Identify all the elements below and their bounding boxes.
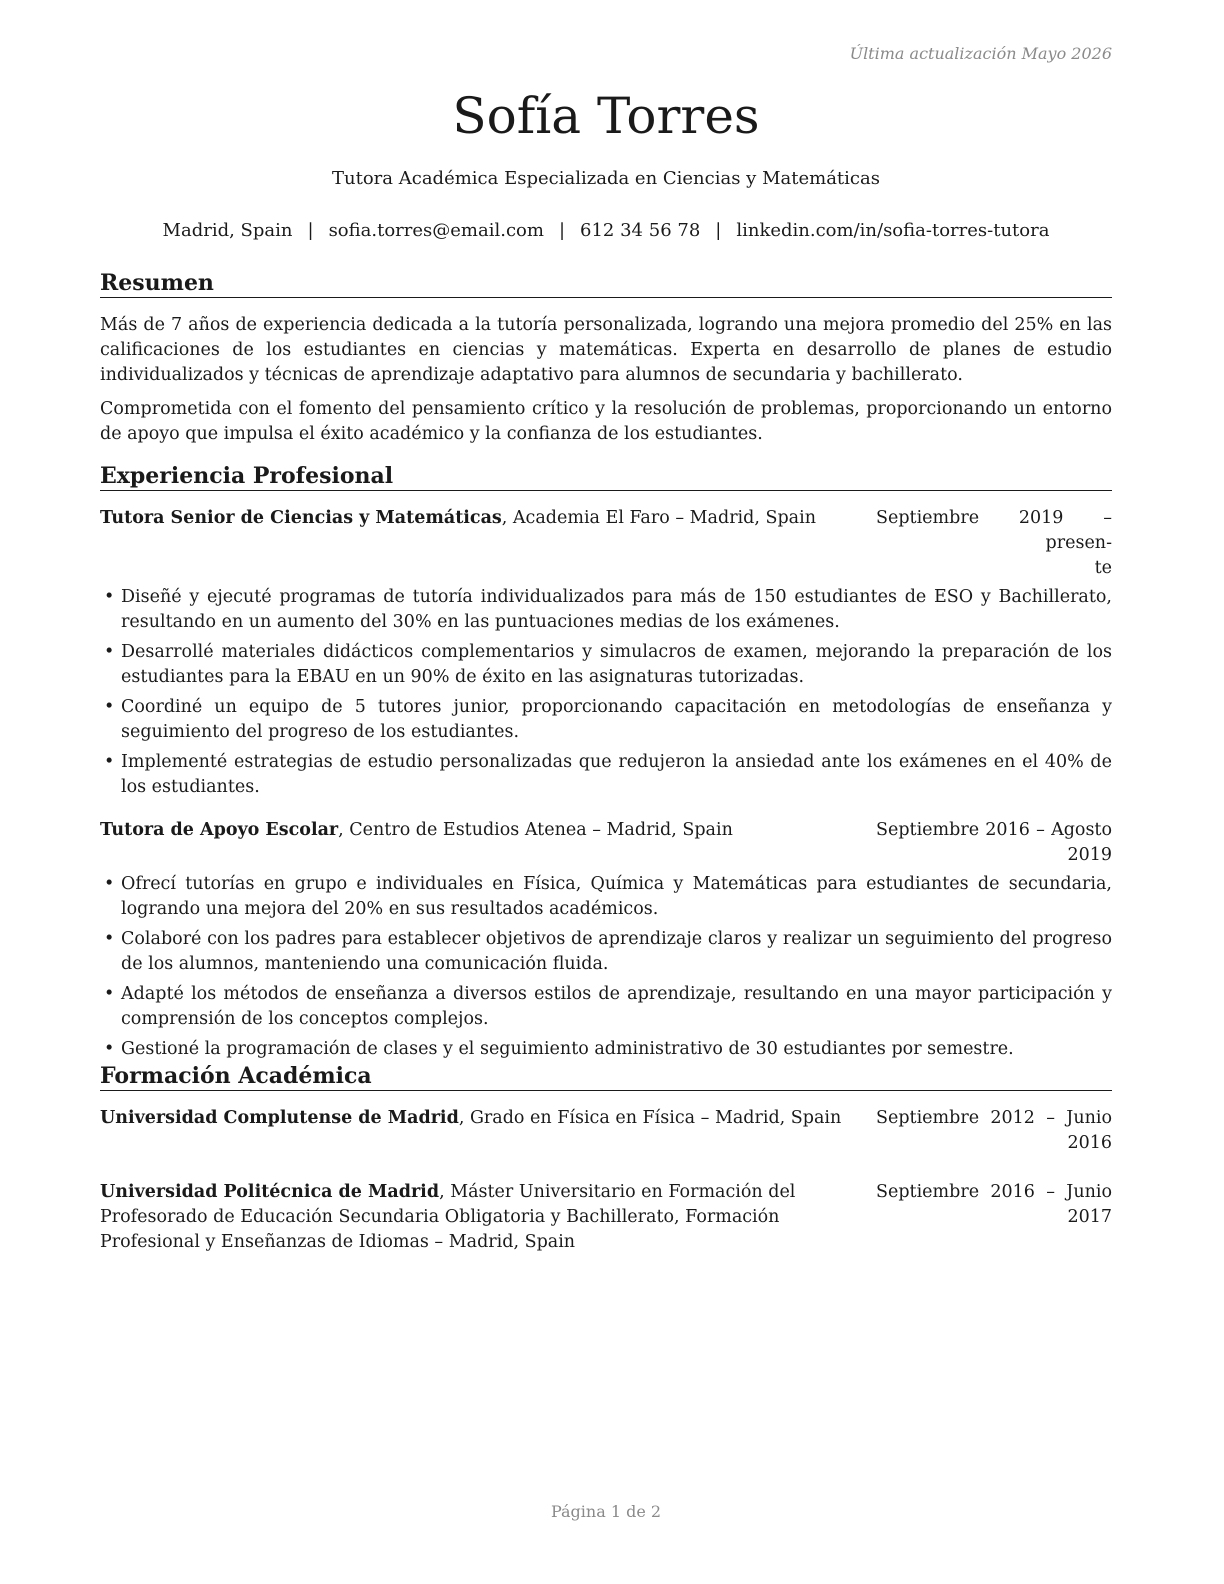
education-detail: , Máster Universitario en Formación del Profesorado de Educación Secundaria Obligatoria y Bachillerato, Formación Profesional y Enseñanzas de Idiomas – Madrid, Spain <box>100 1182 796 1252</box>
contact-phone[interactable]: 612 34 56 78 <box>580 220 701 241</box>
summary-paragraph: Comprometida con el fomento del pensamiento crítico y la resolución de problemas, proporcionando un entorno de apoyo que impulsa el éxito académico y la confianza de los estudiantes. <box>100 399 1112 444</box>
experience-section <box>100 463 1112 1067</box>
candidate-headline: Tutora Académica Especializada en Ciencias y Matemáticas <box>332 168 880 189</box>
education-dates: Septiembre 2012 – Junio 2016 <box>876 1108 1112 1153</box>
summary-section <box>100 270 1112 447</box>
bullet-icon: • <box>104 874 115 894</box>
list-item: • Coordiné un equipo de 5 tutores junior, proporcionando capacitación en metodologías de enseñanza y seguimiento del progreso de los estudiantes. <box>104 697 1112 742</box>
bullet-icon: • <box>104 752 115 772</box>
contact-separator: | <box>715 220 722 241</box>
bullet-icon: • <box>104 1039 115 1059</box>
last-updated: Última actualización Mayo 2026 <box>849 44 1112 63</box>
section-title-experience: Experiencia Profesional <box>100 463 1112 491</box>
job-bullets <box>100 872 1112 1062</box>
list-item: • Ofrecí tutorías en grupo e individuales en Física, Química y Matemáticas para estudiantes de secundaria, logrando una mejora del 20% en sus resultados académicos. <box>104 874 1112 919</box>
candidate-name: Sofía Torres <box>452 87 760 145</box>
list-item: • Desarrollé materiales didácticos complementarios y simulacros de examen, mejorando la preparación de los estudiantes para la EBAU en un 90% de éxito en las asignaturas tutorizadas. <box>104 642 1112 687</box>
job-title-line <box>100 818 872 868</box>
job-organization: , Academia El Faro – Madrid, Spain <box>501 508 816 528</box>
job-role: Tutora Senior de Ciencias y Matemáticas <box>100 508 502 528</box>
list-item: • Diseñé y ejecuté programas de tutoría individualizados para más de 150 estudiantes de ESO y Bachillerato, resultando en un aumento del 30% en las puntuaciones medias de los exámenes. <box>104 587 1112 632</box>
education-detail: , Grado en Física en Física – Madrid, Spain <box>458 1108 842 1128</box>
job-title-line <box>100 506 872 581</box>
job-header <box>100 506 1112 581</box>
contact-email[interactable]: sofia.torres@email.com <box>328 220 544 241</box>
contact-separator: | <box>558 220 566 241</box>
job-entry <box>100 818 1112 1062</box>
job-entry <box>100 506 1112 800</box>
contact-separator: | <box>307 220 314 241</box>
list-item: • Colaboré con los padres para establecer objetivos de aprendizaje claros y realizar un seguimiento del progreso de los alumnos, manteniendo una comunicación fluida. <box>104 929 1112 974</box>
education-dates: Septiembre 2016 – Junio 2017 <box>876 1182 1112 1227</box>
resume-page <box>100 0 1112 1584</box>
contact-linkedin[interactable]: linkedin.com/in/sofia-torres-tutora <box>736 220 1050 241</box>
bullet-icon: • <box>104 929 115 949</box>
job-header <box>100 818 1112 868</box>
section-title-summary: Resumen <box>100 270 1112 298</box>
education-title-line <box>100 1106 872 1156</box>
list-item: • Adapté los métodos de enseñanza a diversos estilos de aprendizaje, resultando en una mayor participación y comprensión de los conceptos complejos. <box>104 984 1112 1029</box>
contact-location: Madrid, Spain <box>162 220 293 241</box>
summary-paragraph: Más de 7 años de experiencia dedicada a la tutoría personalizada, logrando una mejora promedio del 25% en las calificaciones de los estudiantes en ciencias y matemáticas. Experta en desarrollo de planes de estudio individualizados y técnicas de aprendizaje adaptativo para alumnos de secundaria y bachillerato. <box>100 315 1112 385</box>
list-item: • Gestioné la programación de clases y el seguimiento administrativo de 30 estudiantes por semestre. <box>100 1037 1112 1062</box>
education-section <box>100 1063 1112 1255</box>
education-school: Universidad Complutense de Madrid <box>100 1108 459 1128</box>
section-title-education: Formación Académica <box>100 1063 1112 1091</box>
job-dates: Septiembre 2016 – Agosto 2019 <box>876 820 1112 865</box>
job-dates: Septiembre 2019 – presen- te <box>876 508 1112 578</box>
list-item: • Implementé estrategias de estudio personalizadas que redujeron la ansiedad ante los exámenes en el 40% de los estudiantes. <box>104 752 1112 797</box>
education-entry <box>100 1106 1112 1156</box>
education-title-line <box>100 1180 872 1255</box>
education-entry <box>100 1180 1112 1255</box>
page-number: Página 1 de 2 <box>550 1502 662 1521</box>
bullet-icon: • <box>104 587 115 607</box>
contact-line <box>100 219 1112 243</box>
job-bullets <box>100 585 1112 800</box>
education-school: Universidad Politécnica de Madrid <box>100 1182 440 1202</box>
job-organization: , Centro de Estudios Atenea – Madrid, Spain <box>338 820 733 840</box>
bullet-icon: • <box>104 984 115 1004</box>
bullet-icon: • <box>104 697 115 717</box>
bullet-icon: • <box>104 642 115 662</box>
job-role: Tutora de Apoyo Escolar <box>100 820 339 840</box>
